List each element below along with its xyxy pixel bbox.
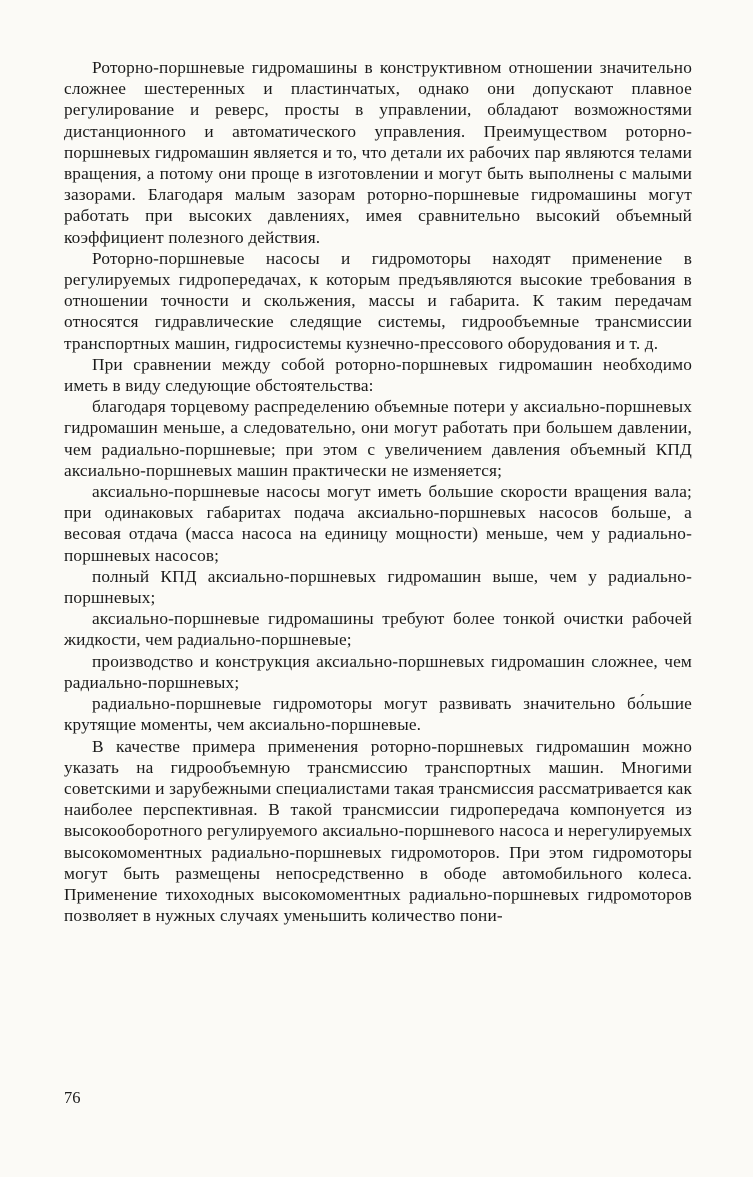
paragraph: При сравнении между собой роторно-поршневых гидромашин необходимо иметь в виду следующие обстоятельства:: [64, 354, 692, 396]
paragraph: полный КПД аксиально-поршневых гидромашин выше, чем у радиально-поршневых;: [64, 566, 692, 608]
paragraph: благодаря торцевому распределению объемные потери у аксиально-поршневых гидромашин меньше, а следовательно, они могут работать при большем давлении, чем радиально-поршневые; при этом с увеличением давления объемный КПД аксиально-поршневых машин практически не изменяется;: [64, 397, 692, 480]
paragraph: В качестве примера применения роторно-поршневых гидромашин можно указать на гидрообъемную трансмиссию транспортных машин. Многими советскими и зарубежными специалистами такая трансмиссия рассматривается как наиболее перспективная. В такой трансмиссии гидропередача компонуется из высокооборотного регулируемого аксиально-поршневого насоса и нерегулируемых высокомоментных радиально-поршневых гидромоторов. При этом гидромоторы могут быть размещены непосредственно в ободе автомобильного колеса. Применение тихоходных высокомоментных радиально-поршневых гидромоторов позволяет в нужных случаях уменьшить количество пони-: [64, 736, 692, 926]
paragraph: радиально-поршневые гидромоторы могут развивать значительно бо́льшие крутящие моменты, чем аксиально-поршневые.: [64, 694, 692, 735]
paragraph: аксиально-поршневые насосы могут иметь большие скорости вращения вала; при одинаковых габаритах подача аксиально-поршневых насосов больше, а весовая отдача (масса насоса на единицу мощности) меньше, чем у радиально-поршневых насосов;: [64, 482, 692, 565]
paragraph: Роторно-поршневые гидромашины в конструктивном отношении значительно сложнее шестеренных и пластинчатых, однако они допускают плавное регулирование и реверс, просты в управлении, обладают возможностями дистанционного и автоматического управления. Преимуществом роторно-поршневых гидромашин является и то, что детали их рабочих пар являются телами вращения, а потому они проще в изготовлении и могут быть выполнены с малыми зазорами. Благодаря малым зазорам роторно-поршневые гидромашины могут работать при высоких давлениях, имея сравнительно высокий объемный коэффициент полезного действия.: [64, 58, 692, 247]
page-number: 76: [64, 1088, 81, 1107]
paragraph: Роторно-поршневые насосы и гидромоторы находят применение в регулируемых гидропередачах, к которым предъявляются высокие требования в отношении точности и скольжения, массы и габарита. К таким передачам относятся гидравлические следящие системы, гидрообъемные трансмиссии транспортных машин, гидросистемы кузнечно-прессового оборудования и т. д.: [64, 248, 692, 353]
paragraph: производство и конструкция аксиально-поршневых гидромашин сложнее, чем радиально-поршневых;: [64, 651, 692, 692]
paragraph: аксиально-поршневые гидромашины требуют более тонкой очистки рабочей жидкости, чем радиально-поршневые;: [64, 609, 692, 650]
text-block: [64, 57, 692, 926]
